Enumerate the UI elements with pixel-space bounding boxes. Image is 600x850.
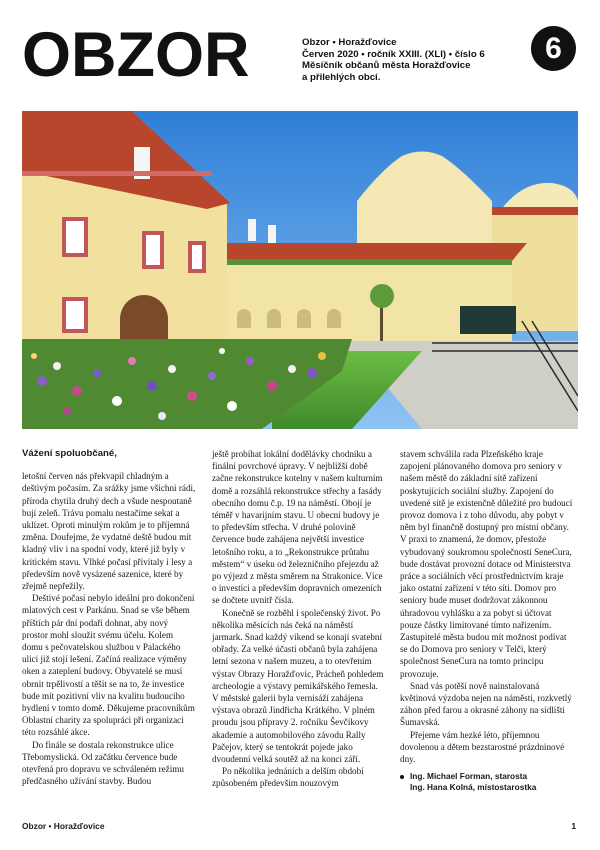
editorial-columns (22, 448, 578, 808)
column-2 (212, 448, 386, 790)
paragraph: ještě probíhat lokální dodělávky chodníku a finální povrchové úpravy. V nejbližší době začne rekonstrukce kotelny v našem kulturním domě a rozsáhlá rekonstrukce střechy a fasády obecního domu č.p. 19 na náměstí. Obojí je téměř v havarijním stavu. U obecní budovy je to především střecha. V druhé polovině července bude zahájena největší investice letošního roku, a to „Rekonstrukce průtahu městem“ v úseku od železničního přejezdu až po výjezd z města směrem na Strakonice. Více o investici a především dopravních omezeních se dočtete uvnitř čísla. (212, 449, 383, 606)
cover-photo-illustration (22, 111, 578, 429)
meta-line-subtitle-2: a přilehlých obcí. (302, 71, 381, 83)
long-roof (212, 243, 527, 261)
column-1 (22, 448, 196, 787)
masthead (22, 20, 578, 96)
meta-line-issue: Červen 2020 • ročník XXIII. (XLI) • číslo 6 (302, 48, 485, 60)
masthead-meta (302, 37, 512, 83)
paragraph: Do finále se dostala rekonstrukce ulice Třebomyslická. Od začátku července bude otevřená pro dopravu ve schváleném režimu předčasného užívání stavby. Budou (22, 739, 184, 787)
page-number: 1 (571, 821, 576, 831)
signature-mayor (400, 771, 574, 782)
signature-deputy (400, 782, 574, 793)
paragraph: Přejeme vám hezké léto, příjemnou dovolenou a dětem bezstarostné prázdninové dny. (400, 729, 565, 765)
paragraph: Deštivé počasí nebylo ideální pro dokončení mlatových cest v Parkánu. Snad se vše během příštích pár dní podaří dohnat, aby nový prostor mohl sloužit svému účelu. Kolem domu s pečovatelskou službou v Palackého ulici již stojí lešení. Začíná realizace výměny oken a zateplení budovy. Obyvatelé se musí obrnit trpělivostí a těšit se na to, že investice bude mít pozitivní vliv na kvalitu budoucího bydlení v tomto domě. Děkujeme pracovníkům Oblastní charity za spolupráci při organizaci této rozsáhlé akce. (22, 593, 195, 738)
paragraph: stavem schválila rada Plzeňského kraje zapojení plánovaného domova pro seniory v našem městě do základní sítě zařízení poskytujících sociální služby. Zapojení do uvedené sítě je existenčně důležité pro budoucí provoz domova i z toho důvodu, aby pobyt v něm byl finančně dostupný pro místní občany. V praxi to znamená, že domov, přestože vybudovaný soukromou společností SeneCura, bude dostávat provozní dotace od Ministerstva práce a sociálních věcí prostřednictvím kraje jako ostatní zařízení v této síti. Domov pro seniory bude muset dodržovat zákonnou úhradovou vyhlášku a za pobyt si účtovat pouze částky limitované tímto nařízením. Zastupitelé města budou mít možnost podívat se do Domova pro seniory v Telči, který společnost SeneCura na tomto principu provozuje. (400, 449, 573, 679)
signature-text: Ing. Hana Kolná, místostarostka (410, 782, 537, 793)
arched-door (120, 295, 168, 341)
column-3 (400, 448, 574, 793)
salutation: Vážení spoluobčané, (22, 448, 117, 459)
meta-line-publication: Obzor • Horažďovice (302, 37, 397, 48)
issue-number-badge: 6 (531, 26, 576, 71)
signature-text: Ing. Michael Forman, starosta (410, 771, 528, 782)
info-board (460, 306, 516, 334)
paragraph: Po několika jednáních a delším období způsobeném především nouzovým (212, 766, 364, 789)
page-footer (22, 818, 578, 834)
masthead-logo: OBZOR (22, 20, 250, 90)
footer-publication: Obzor • Horažďovice (22, 821, 105, 831)
paragraph: letošní červen nás překvapil chladným a deštivým počasím. Za srážky jsme všichni rádi, příroda chytila druhý dech a všude nespoutaně bují zeleň. Trávu pomalu nestačíme sekat a uklízet. Oproti minulým rokům je to příjemná změna. Doufejme, že vydatné deště budou mít kladný vliv i na spodní vody, které již byly v kritickém stavu. Vlhké počasí přivítaly i lesy a především nově vysázené sazenice, které by zřejmě nepřežily. (22, 471, 196, 592)
meta-line-subtitle: Měsíčník občanů města Horažďovice (302, 60, 471, 72)
paragraph: Konečně se rozběhl i společenský život. Po několika měsících nás čeká na náměstí jarmark. Snad každý víkend se konají svatební obřady. Za velké účasti občanů byla zahájena letní sezona v našem muzeu, a to otevřením výstav Obrazy Horažďovic, Prácheň pohledem archeologie a výstavy pemikářského řemesla. V městské galerii byla vernisáží zahájena výstava obrazů Jindřicha Krátkého. V plném proudu jsou přípravy 2. ročníku Ševčíkovy akademie a automobilového závodu Rally Pačejov, který se tentokrát pojede jako dvoudenní velká soutěž až na konci září. (212, 607, 384, 765)
signatures (400, 771, 574, 793)
bullet-icon (400, 775, 404, 779)
paragraph: Snad vás potěší nově nainstalovaná květinová výzdoba nejen na náměstí, rozkvetlý záhon před farou a okrasné záhony na sídlišti Šumavská. (400, 680, 572, 728)
cover-photo (22, 111, 578, 429)
small-tree (370, 284, 394, 308)
